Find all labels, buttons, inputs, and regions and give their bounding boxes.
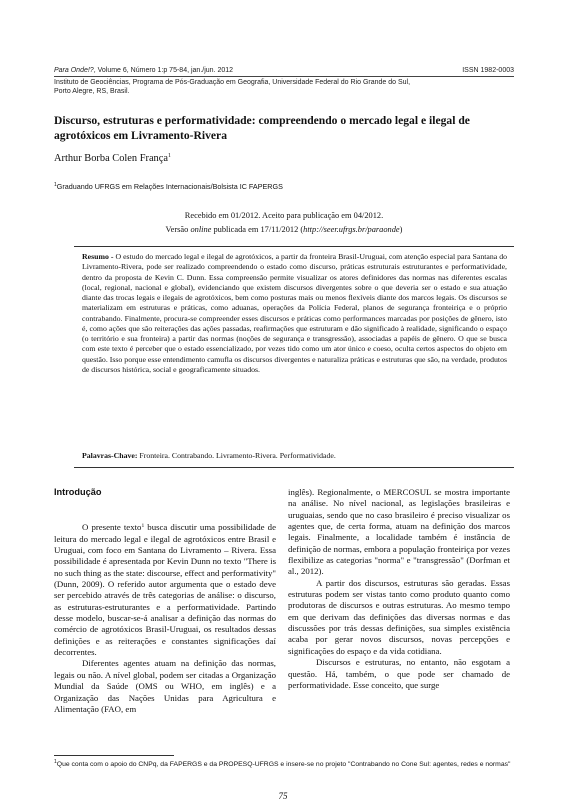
online-pre: Versão	[165, 224, 191, 234]
footnote	[54, 758, 514, 769]
paragraph: A partir dos discursos, estruturas são geradas. Essas estruturas podem ser vistas tanto como produto quanto como produtoras de discursos e outras estruturas. Ao mesmo tempo em que derivam das definições das diversas normas e das discussões por trás dessas definições, sua simples existência acaba por gerar novos discursos, novas percepções e significações do espaço e da vida cotidiana.	[288, 577, 510, 656]
location-line: Porto Alegre, RS, Brasil.	[54, 88, 130, 96]
header-rule	[54, 76, 514, 77]
keywords	[82, 451, 507, 460]
footnote-mark: 1	[54, 759, 57, 765]
footnote-ref: 1	[141, 523, 145, 530]
abstract-text: O estudo do mercado legal e ilegal de agrotóxicos, a partir da fronteira Brasil-Uruguai, com atenção especial para Santana do Livramento-Rivera, pode ser realizado compreendendo o estado como discurso, práticas estruturais estruturantes e performatividade, dentro da proposta de Kevin C. Dunn. Essa compreensão permite visualizar os atores definidores das normas nas diferentes escalas (local, regional, nacional e global), evidenciando que existem discursos divergentes sobre o que deveria ser o estado e sua atuação diante das trocas legais e ilegais de agrotóxicos, bem como posturas mais ou menos flexíveis diante dos marcos legais. Os discursos se materializam em estruturas e práticas, como aduanas, operações da Polícia Federal, planos de segurança fronteiriça e o próprio contrabando. Finalmente, procura-se compreender esses discursos e práticas como performances marcadas por posições de gênero, isto é, como ações que são reiterações das ações passadas, reafirmações que estruturam e dão significado à realidade, significando o espaço (o território e sua fronteira) a partir das normas (noções de segurança e transgressão), associadas a papéis de gênero. O que se busca com este texto é perceber que o estado essencializado, por vezes tido como um ator único e coeso, oculta certos aspectos do objeto em questão. Isso porque esse entendimento camufla os discursos divergentes e naturaliza práticas e estruturas que são, na verdade, produtos de discursos histórica, social e geograficamente situados.	[82, 252, 508, 374]
paragraph: inglês). Regionalmente, o MERCOSUL se mostra importante na análise. No nível nacional, as legislações brasileiras e uruguaias, sendo que no caso brasileiro é preciso visualizar os agentes que, de certa forma, atuam na definição dos marcos legais. Finalmente, a localidade também é instância de definição de normas, embora a população fronteiriça por vezes flexibilize as categorias "norma" e "transgressão" (Dorfman et al., 2012).	[288, 487, 510, 577]
publication-dates	[54, 209, 514, 236]
paragraph	[54, 521, 276, 658]
citation-line	[54, 66, 514, 75]
abstract	[82, 252, 507, 375]
abstract-label: Resumo -	[82, 252, 114, 261]
paragraph: Diferentes agentes atuam na definição das normas, legais ou não. A nível global, podem ser citadas a Organização Mundial da Saúde (OMS ou WHO, em inglês) e a Organização das Nações Unidas para Agricultura e Alimentação (FAO, em	[54, 658, 276, 714]
affiliation-text: Graduando UFRGS em Relações Internacionais/Bolsista IC FAPERGS	[56, 182, 283, 191]
issn: ISSN 1982-0003	[462, 67, 514, 74]
journal-name: Para Onde!?	[54, 67, 94, 74]
body-left-column	[54, 487, 276, 715]
online-mid: publicada em 17/11/2012 (	[211, 224, 304, 234]
online-date	[54, 223, 514, 237]
online-url[interactable]: http://seer.ufrgs.br/paraonde	[303, 224, 400, 234]
paragraph-text: O presente texto	[82, 522, 142, 533]
abstract-top-rule	[74, 246, 514, 247]
paragraph-text: busca discutir uma possibilidade de leitura do mercado legal e ilegal de agrotóxicos entre Brasil e Uruguai, com foco em Santana do Livramento – Rivera. Essa possibilidade é apresentada por Kevin Dunn no texto "There is no such thing as the state: discourse, effect and performativity" (Dunn, 2009). O referido autor argumenta que o estado deve ser percebido através de três categorias de análise: o discurso, as estruturas-estruturantes e a performatividade. Partindo desse modelo, buscar-se-á analisar a definição das normas do comércio de agrotóxicos Brasil-Uruguai, os resultados dessas definições e as reiterações e constantes significações daí decorrentes.	[54, 522, 276, 658]
body-right-column	[288, 487, 510, 691]
online-end: )	[399, 224, 403, 234]
author-mark: 1	[167, 153, 171, 159]
author	[54, 153, 171, 164]
affiliation	[54, 182, 283, 191]
journal-volume: , Volume 6, Número 1:p 75-84, jan./jun. 2012	[93, 67, 234, 74]
online-word: online	[190, 224, 212, 234]
section-heading: Introdução	[54, 487, 102, 497]
paragraph: Discursos e estruturas, no entanto, não esgotam a questão. Há, também, o que pode ser chamado de performatividade. Esse conceito, que surge	[288, 657, 510, 690]
abstract-bottom-rule	[74, 467, 514, 468]
journal-header	[54, 66, 514, 97]
received-date: Recebido em 01/2012. Aceito para publicação em 04/2012.	[184, 211, 384, 220]
author-name: Arthur Borba Colen França	[54, 153, 168, 164]
institution-line: Instituto de Geociências, Programa de Pós-Graduação em Geografia, Universidade Federal do Rio Grande do Sul,	[54, 79, 411, 87]
article-title: Discurso, estruturas e performatividade: compreendendo o mercado legal e ilegal de agrotóxicos em Livramento-Rivera	[54, 114, 470, 142]
affiliation-mark: 1	[54, 182, 57, 188]
footnote-rule	[54, 755, 174, 756]
keywords-text: Fronteira. Contrabando. Livramento-Rivera. Performatividade.	[137, 451, 336, 460]
page-number: 75	[278, 791, 288, 801]
footnote-text: Que conta com o apoio do CNPq, da FAPERGS e da PROPESQ-UFRGS e insere-se no projeto "Contrabando no Cone Sul: agentes, redes e normas"	[56, 761, 511, 768]
keywords-label: Palavras-Chave:	[82, 451, 138, 460]
